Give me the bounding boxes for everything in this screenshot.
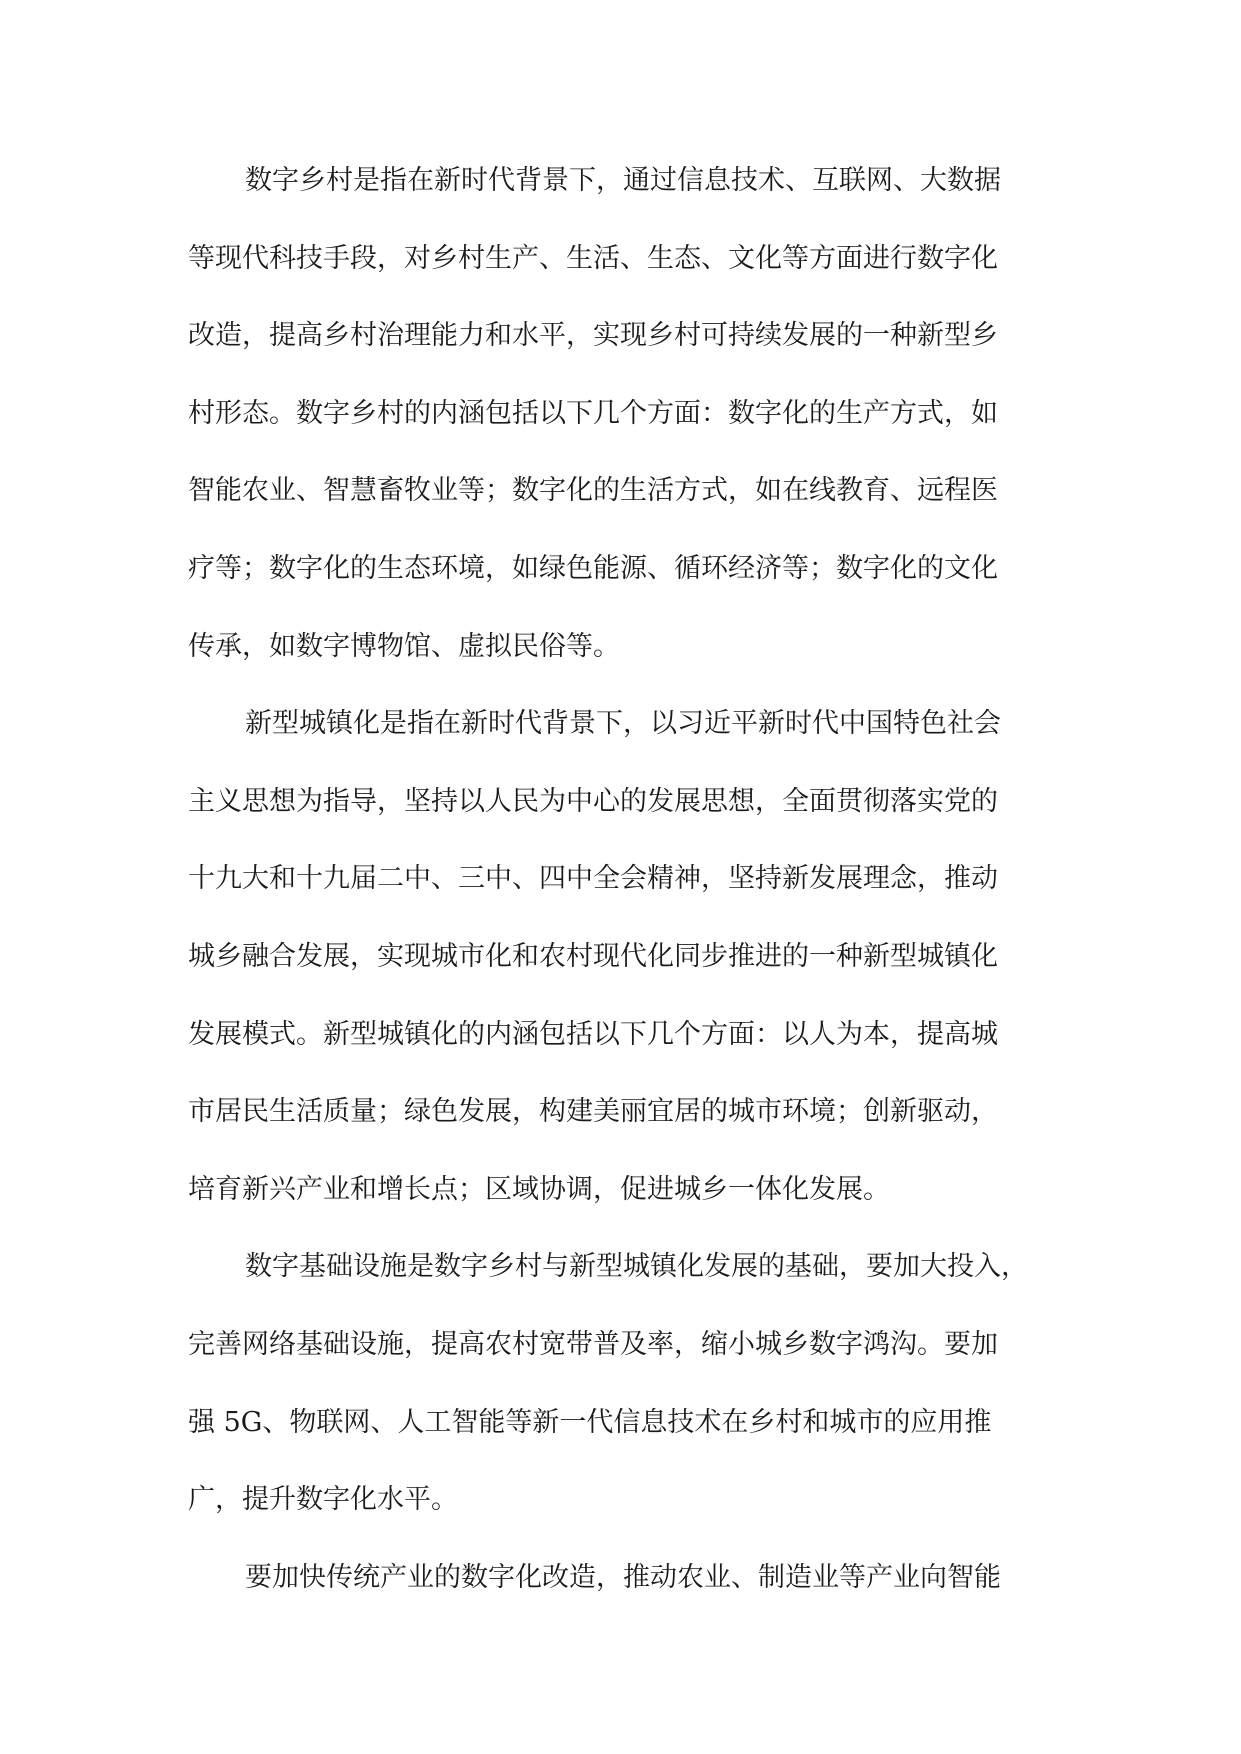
text-line: 广，提升数字化水平。 [188,1484,458,1516]
paragraph-new-urbanization [188,685,1058,1228]
text-line: 主义思想为指导，坚持以人民为中心的发展思想，全面贯彻落实党的 [188,785,998,817]
text-line: 城乡融合发展，实现城市化和农村现代化同步推进的一种新型城镇化 [188,940,998,972]
text-line: 村形态。数字乡村的内涵包括以下几个方面：数字化的生产方式，如 [188,397,998,429]
text-line: 传承，如数字博物馆、虚拟民俗等。 [188,630,620,662]
text-line: 智能农业、智慧畜牧业等；数字化的生活方式，如在线教育、远程医 [188,475,998,507]
text-line: 市居民生活质量；绿色发展，构建美丽宜居的城市环境；创新驱动， [188,1096,998,1128]
text-line: 强 5G、物联网、人工智能等新一代信息技术在乡村和城市的应用推 [188,1406,992,1438]
text-line: 改造，提高乡村治理能力和水平，实现乡村可持续发展的一种新型乡 [188,320,998,352]
text-line: 疗等；数字化的生态环境，如绿色能源、循环经济等；数字化的文化 [188,552,998,584]
paragraph-industry-transformation [188,1539,1058,1617]
text-line: 等现代科技手段，对乡村生产、生活、生态、文化等方面进行数字化 [188,242,998,274]
text-line: 数字基础设施是数字乡村与新型城镇化发展的基础，要加大投入， [245,1251,1028,1283]
paragraph-digital-village [188,142,1058,685]
text-line: 新型城镇化是指在新时代背景下，以习近平新时代中国特色社会 [245,708,1001,740]
text-line: 培育新兴产业和增长点；区域协调，促进城乡一体化发展。 [188,1173,890,1205]
paragraph-digital-infrastructure [188,1228,1058,1538]
text-line: 完善网络基础设施，提高农村宽带普及率，缩小城乡数字鸿沟。要加 [188,1328,998,1360]
text-line: 十九大和十九届二中、三中、四中全会精神，坚持新发展理念，推动 [188,863,998,895]
document-body [188,142,1058,1616]
text-line: 要加快传统产业的数字化改造，推动农业、制造业等产业向智能 [245,1561,1001,1593]
text-line: 数字乡村是指在新时代背景下，通过信息技术、互联网、大数据 [245,165,1001,196]
text-line: 发展模式。新型城镇化的内涵包括以下几个方面：以人为本，提高城 [188,1018,998,1050]
